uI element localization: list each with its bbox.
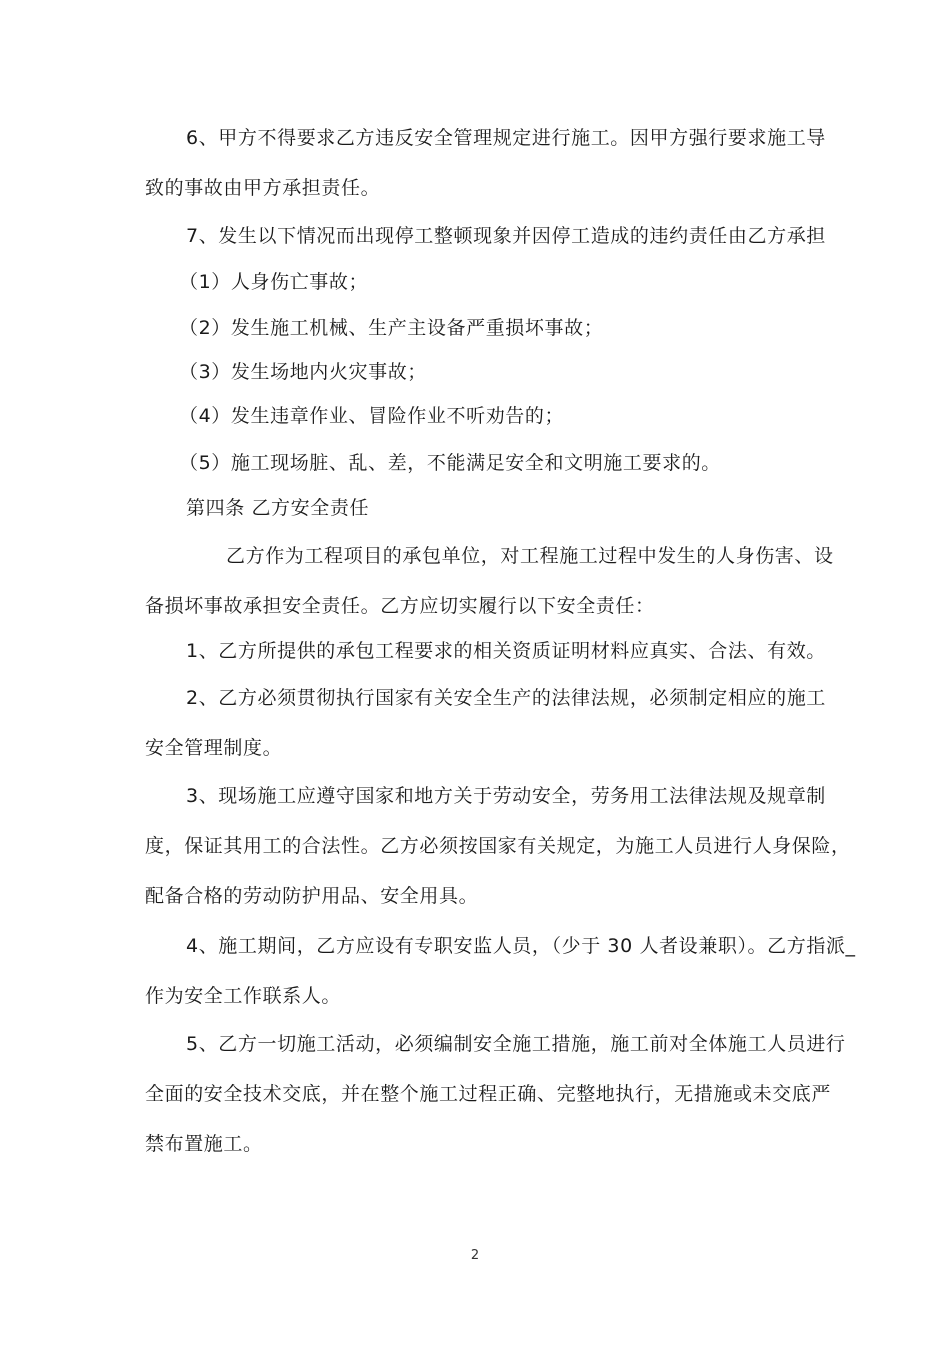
clause-4-line-2: 作为安全工作联系人。 (145, 985, 342, 1007)
clause-5-line-1: 5、乙方一切施工活动，必须编制安全施工措施，施工前对全体施工人员进行 (186, 1033, 846, 1055)
clause-3-line-2: 度，保证其用工的合法性。乙方必须按国家有关规定，为施工人员进行人身保险， (145, 835, 851, 857)
list-item-3: （3）发生场地内火灾事故； (179, 361, 427, 383)
page-number: 2 (470, 1248, 480, 1263)
clause-3-line-1: 3、现场施工应遵守国家和地方关于劳动安全，劳务用工法律法规及规章制 (186, 785, 826, 807)
list-item-2: （2）发生施工机械、生产主设备严重损坏事故； (179, 317, 604, 339)
list-item-5: （5）施工现场脏、乱、差，不能满足安全和文明施工要求的。 (179, 452, 721, 474)
clause-2-line-2: 安全管理制度。 (145, 737, 283, 759)
list-item-4: （4）发生违章作业、冒险作业不听劝告的； (179, 405, 565, 427)
section-intro-line-2: 备损坏事故承担安全责任。乙方应切实履行以下安全责任： (145, 595, 655, 617)
list-item-1: （1）人身伤亡事故； (179, 271, 369, 293)
clause-1: 1、乙方所提供的承包工程要求的相关资质证明材料应真实、合法、有效。 (186, 640, 826, 662)
paragraph-6-line-2: 致的事故由甲方承担责任。 (145, 177, 381, 199)
section-heading: 第四条 乙方安全责任 (186, 497, 370, 519)
paragraph-7: 7、发生以下情况而出现停工整顿现象并因停工造成的违约责任由乙方承担 (186, 225, 826, 247)
paragraph-6-line-1: 6、甲方不得要求乙方违反安全管理规定进行施工。因甲方强行要求施工导 (186, 127, 826, 149)
clause-2-line-1: 2、乙方必须贯彻执行国家有关安全生产的法律法规，必须制定相应的施工 (186, 687, 826, 709)
section-intro-line-1: 乙方作为工程项目的承包单位，对工程施工过程中发生的人身伤害、设 (226, 545, 834, 567)
clause-3-line-3: 配备合格的劳动防护用品、安全用具。 (145, 885, 479, 907)
clause-5-line-2: 全面的安全技术交底，并在整个施工过程正确、完整地执行，无措施或未交底严 (145, 1083, 832, 1105)
clause-5-line-3: 禁布置施工。 (145, 1133, 263, 1155)
clause-4-line-1: 4、施工期间，乙方应设有专职安监人员，（少于 30 人者设兼职）。乙方指派_ (186, 935, 856, 957)
